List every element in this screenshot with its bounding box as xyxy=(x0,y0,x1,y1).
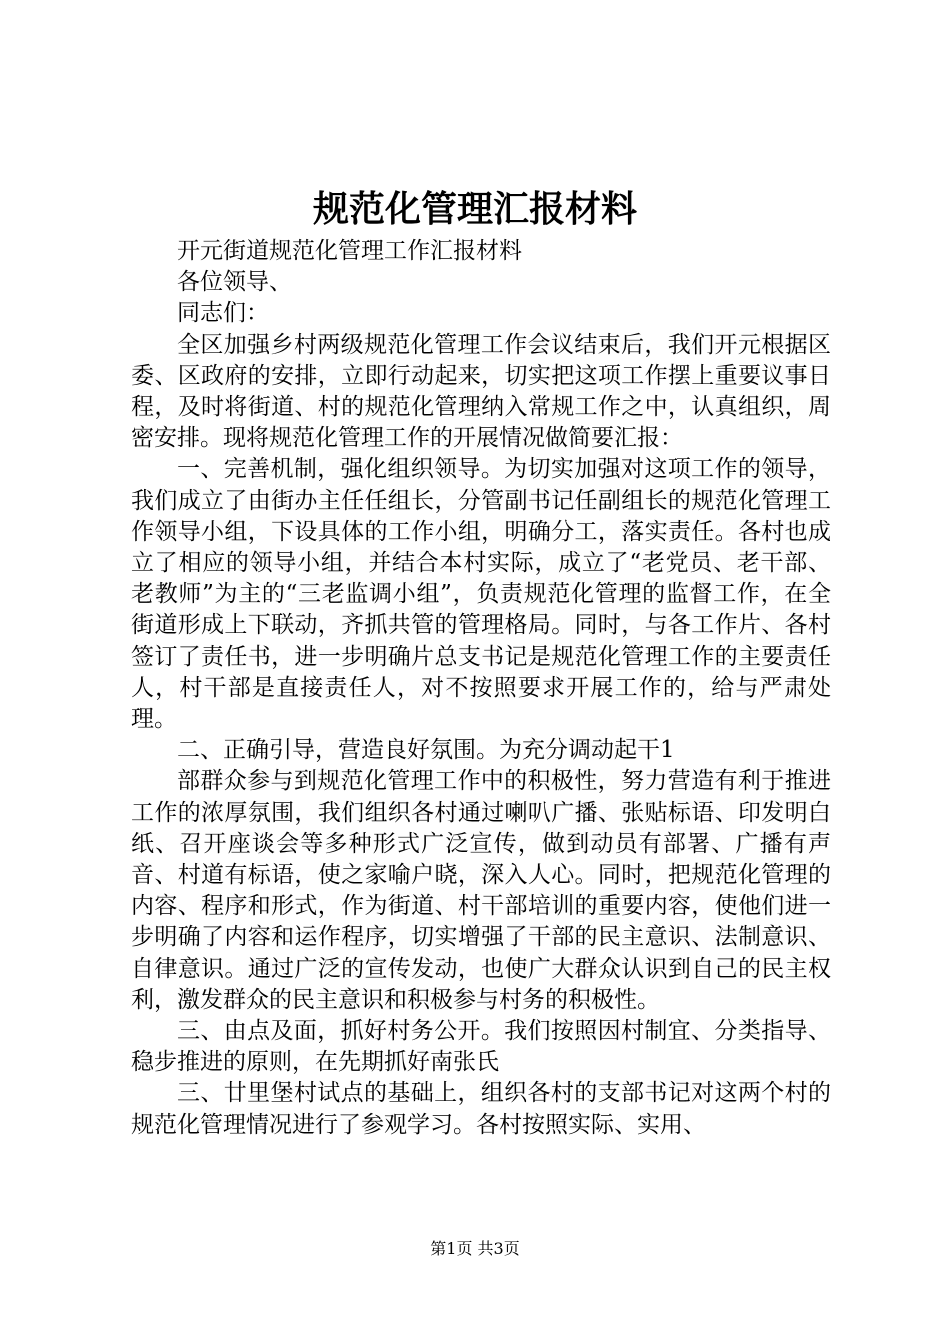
section-three-heading-paragraph: 三、由点及面，抓好村务公开。我们按照因村制宜、分类指导、稳步推进的原则，在先期抓好南张氏 xyxy=(131,1018,831,1076)
section-two-body-paragraph: 部群众参与到规范化管理工作中的积极性，努力营造有利于推进工作的浓厚氛围，我们组织各村通过喇叭广播、张贴标语、印发明白纸、召开座谈会等多种形式广泛宣传，做到动员有部署、广播有声音、村道有标语，使之家喻户晓，深入人心。同时，把规范化管理的内容、程序和形式，作为街道、村干部培训的重要内容，使他们进一步明确了内容和运作程序，切实增强了干部的民主意识、法制意识、自律意识。通过广泛的宣传发动，也使广大群众认识到自己的民主权利，激发群众的民主意识和积极参与村务的积极性。 xyxy=(131,768,831,1013)
page-number-footer: 第1页 共3页 xyxy=(430,1239,520,1258)
intro-paragraph: 全区加强乡村两级规范化管理工作会议结束后，我们开元根据区委、区政府的安排，立即行动起来，切实把这项工作摆上重要议事日程，及时将街道、村的规范化管理纳入常规工作之中，认真组织，周密安排。现将规范化管理工作的开展情况做简要汇报： xyxy=(131,331,831,452)
section-two-heading-paragraph: 二、正确引导，营造良好氛围。为充分调动起干1 xyxy=(177,737,675,764)
subtitle-paragraph: 开元街道规范化管理工作汇报材料 xyxy=(177,238,522,264)
section-one-paragraph: 一、完善机制，强化组织领导。为切实加强对这项工作的领导，我们成立了由街办主任任组长，分管副书记任副组长的规范化管理工作领导小组，下设具体的工作小组，明确分工，落实责任。各村也成立了相应的领导小组，并结合本村实际，成立了“老党员、老干部、老教师”为主的“三老监调小组”，负责规范化管理的监督工作，在全街道形成上下联动，齐抓共管的管理格局。同时，与各工作片、各村签订了责任书，进一步明确片总支书记是规范化管理工作的主要责任人，村干部是直接责任人，对不按照要求开展工作的，给与严肃处理。 xyxy=(131,456,831,733)
document-body xyxy=(131,236,831,1141)
section-three-body-paragraph: 三、廿里堡村试点的基础上，组织各村的支部书记对这两个村的规范化管理情况进行了参观学习。各村按照实际、实用、 xyxy=(131,1080,831,1138)
salutation-comrades: 同志们： xyxy=(177,300,269,327)
document-title: 规范化管理汇报材料 xyxy=(312,189,637,230)
salutation-leaders: 各位领导、 xyxy=(177,269,292,296)
